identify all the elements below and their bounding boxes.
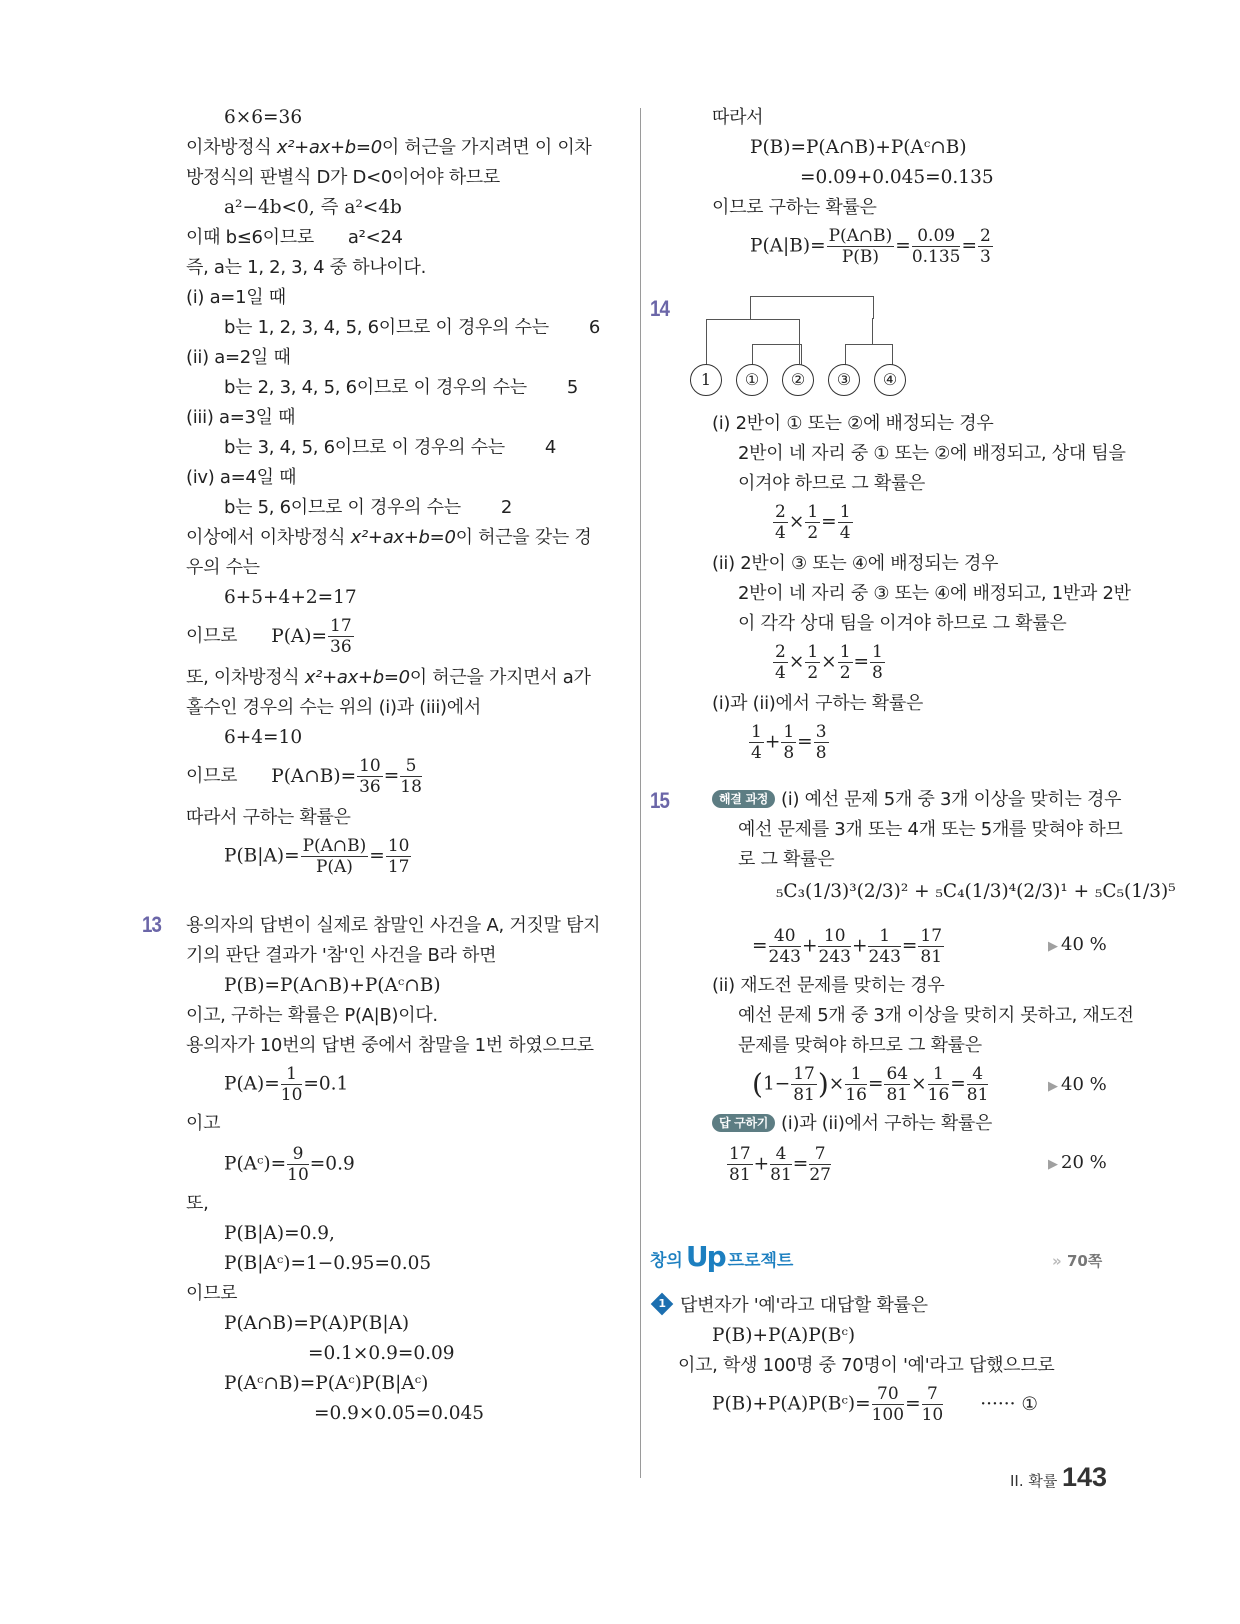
node-slot-1: ① <box>736 364 768 396</box>
bracket-top <box>750 296 874 319</box>
case-label: (i) a=1일 때 <box>186 287 286 308</box>
text-line: 이고 <box>186 1113 221 1134</box>
text-line: 이차방정식 x²+ax+b=0이 허근을 가지려면 이 이차 <box>186 137 592 158</box>
bracket-pair-34 <box>845 344 893 365</box>
binomial-expression: ₅C₃(1/3)³(2/3)² + ₅C₄(1/3)⁴(2/3)¹ + ₅C₅(1/3)⁵ <box>776 881 1176 902</box>
numbered-diamond-icon: 1 <box>651 1293 674 1316</box>
project-item: 1 답변자가 '예'라고 대답할 확률은 <box>654 1294 928 1318</box>
node-slot-3: ③ <box>828 364 860 396</box>
case-desc: b는 5, 6이므로 이 경우의 수는 2 <box>224 497 512 518</box>
solution-process-badge: 해결 과정 <box>712 790 775 808</box>
equation-pab: 이므로 P(A∩B)= $\frac{10}{36}$ = $\frac{5}{18}$ <box>186 756 422 797</box>
equation: P(B)+P(A)P(Bᶜ)= $\frac{70}{100}$ = $\frac{7}{10}$ ······ ① <box>712 1384 1038 1425</box>
text-line: 이상에서 이차방정식 x²+ax+b=0이 허근을 갖는 경 <box>186 527 592 548</box>
case-label: (i) 2반이 ① 또는 ②에 배정되는 경우 <box>712 413 994 434</box>
column-divider <box>640 108 641 1478</box>
equation: =0.9×0.05=0.045 <box>314 1403 485 1424</box>
text-line: 따라서 <box>712 107 764 128</box>
text-line: 이므로 구하는 확률은 <box>712 197 877 218</box>
score-label: ▶ 40 % <box>1048 1074 1107 1095</box>
equation: P(B)+P(A)P(Bᶜ) <box>712 1325 856 1346</box>
text-line: 예선 문제를 3개 또는 4개 또는 5개를 맞혀야 하므 <box>738 819 1123 840</box>
text-line: 문제를 맞혀야 하므로 그 확률은 <box>738 1035 982 1056</box>
triangle-icon: ▶ <box>1048 1157 1058 1172</box>
equation: (1− $\frac{17}{81}$ )× $\frac{1}{16}$ = $\frac{64}{81}$ × $\frac{1}{16}$ = $\frac{4}{81}$ <box>752 1064 989 1105</box>
case-desc: b는 3, 4, 5, 6이므로 이 경우의 수는 4 <box>224 437 556 458</box>
problem-number: 15 <box>650 788 670 813</box>
equation: P(B)=P(A∩B)+P(Aᶜ∩B) <box>224 975 441 996</box>
case-label: (ii) 재도전 문제를 맞히는 경우 <box>712 975 945 996</box>
text-line: (i)과 (ii)에서 구하는 확률은 <box>712 693 924 714</box>
equation: $\frac{2}{4}$ × $\frac{1}{2}$ × $\frac{1}{2}$ = $\frac{1}{8}$ <box>775 642 883 683</box>
double-chevron-icon: » <box>1052 1252 1062 1270</box>
score-label: ▶ 40 % <box>1048 934 1107 955</box>
equation: P(Aᶜ)= $\frac{9}{10}$ =0.9 <box>224 1144 355 1185</box>
bracket-connector <box>872 318 873 344</box>
equation-answer: P(A|B)= $\frac{P(A\cap B)}{P(B)}$ = $\frac{0.09}{0.135}$ = $\frac{2}{3}$ <box>750 226 991 267</box>
text-line: 이겨야 하므로 그 확률은 <box>738 473 926 494</box>
text-line: 또, <box>186 1193 209 1214</box>
equation: P(A∩B)=P(A)P(B|A) <box>224 1313 410 1334</box>
text-line: 이고, 학생 100명 중 70명이 '예'라고 답했으므로 <box>678 1355 1055 1376</box>
tournament-bracket-diagram <box>700 296 932 406</box>
equation: $\frac{1}{4}$ + $\frac{1}{8}$ = $\frac{3}{8}$ <box>751 722 827 763</box>
equation: 6+4=10 <box>224 727 303 748</box>
case-label: (ii) 2반이 ③ 또는 ④에 배정되는 경우 <box>712 553 999 574</box>
triangle-icon: ▶ <box>1048 939 1058 954</box>
case-label: (iii) a=3일 때 <box>186 407 296 428</box>
triangle-icon: ▶ <box>1048 1079 1058 1094</box>
case-desc: b는 1, 2, 3, 4, 5, 6이므로 이 경우의 수는 6 <box>224 317 600 338</box>
text-line: 이때 b≤6이므로 a²<24 <box>186 227 403 248</box>
text-line: 방정식의 판별식 D가 D<0이어야 하므로 <box>186 167 500 188</box>
text-line: 또, 이차방정식 x²+ax+b=0이 허근을 가지면서 a가 <box>186 667 591 688</box>
case-label: (ii) a=2일 때 <box>186 347 291 368</box>
page-reference: » 70쪽 <box>1052 1252 1103 1270</box>
equation: P(B)=P(A∩B)+P(Aᶜ∩B) <box>750 137 967 158</box>
case-desc: b는 2, 3, 4, 5, 6이므로 이 경우의 수는 5 <box>224 377 578 398</box>
text-line: 이고, 구하는 확률은 P(A|B)이다. <box>186 1005 438 1026</box>
creative-up-project-logo: 창의 Up 프로젝트 <box>650 1240 794 1273</box>
equation: P(A)= $\frac{1}{10}$ =0.1 <box>224 1064 349 1105</box>
node-class-1: 1 <box>690 364 722 396</box>
equation-pa: 이므로 P(A)= $\frac{17}{36}$ <box>186 616 352 657</box>
text-line: 2반이 네 자리 중 ① 또는 ②에 배정되고, 상대 팀을 <box>738 443 1126 464</box>
bracket-pair-12 <box>752 344 802 365</box>
equation: 6×6=36 <box>224 107 303 128</box>
problem-number: 13 <box>142 912 162 937</box>
equation: $\frac{17}{81}$ + $\frac{4}{81}$ = $\frac{7}{27}$ <box>729 1144 831 1185</box>
text-line: 이므로 <box>186 1283 238 1304</box>
equation: =0.09+0.045=0.135 <box>800 167 994 188</box>
case-label: (iv) a=4일 때 <box>186 467 297 488</box>
equation: $\frac{2}{4}$ × $\frac{1}{2}$ = $\frac{1}{4}$ <box>775 502 851 543</box>
equation: P(Aᶜ∩B)=P(Aᶜ)P(B|Aᶜ) <box>224 1373 429 1394</box>
node-slot-2: ② <box>782 364 814 396</box>
node-slot-4: ④ <box>874 364 906 396</box>
equation: =0.1×0.9=0.09 <box>308 1343 455 1364</box>
text-line: 기의 판단 결과가 '참'인 사건을 B라 하면 <box>186 945 497 966</box>
text-line: 이 각각 상대 팀을 이겨야 하므로 그 확률은 <box>738 613 1067 634</box>
equation-answer: P(B|A)= $\frac{P(A\cap B)}{P(A)}$ = $\frac{10}{17}$ <box>224 836 410 877</box>
equation: P(B|Aᶜ)=1−0.95=0.05 <box>224 1253 432 1274</box>
case-label: 해결 과정 (i) 예선 문제 5개 중 3개 이상을 맞히는 경우 <box>712 788 1121 812</box>
problem-number: 14 <box>650 296 670 321</box>
text-line: 2반이 네 자리 중 ③ 또는 ④에 배정되고, 1반과 2반 <box>738 583 1131 604</box>
equation: = $\frac{40}{243}$ + $\frac{10}{243}$ + $\frac{1}{243}$ = $\frac{17}{81}$ <box>752 926 943 967</box>
find-answer-badge: 답 구하기 <box>712 1114 775 1132</box>
equation: P(B|A)=0.9, <box>224 1223 335 1244</box>
text-line: 예선 문제 5개 중 3개 이상을 맞히지 못하고, 재도전 <box>738 1005 1134 1026</box>
text-line: 용의자의 답변이 실제로 참말인 사건을 A, 거짓말 탐지 <box>186 915 601 936</box>
text-line: 홀수인 경우의 수는 위의 (i)과 (iii)에서 <box>186 697 481 718</box>
page-number: 143 <box>1062 1462 1108 1492</box>
text-line: 따라서 구하는 확률은 <box>186 807 351 828</box>
case-label: 답 구하기 (i)과 (ii)에서 구하는 확률은 <box>712 1112 992 1136</box>
text-line: 로 그 확률은 <box>738 849 835 870</box>
text-line: 우의 수는 <box>186 557 260 578</box>
equation: a²−4b<0, 즉 a²<4b <box>224 197 402 218</box>
text-line: 즉, a는 1, 2, 3, 4 중 하나이다. <box>186 257 427 278</box>
text-line: 용의자가 10번의 답변 중에서 참말을 1번 하였으므로 <box>186 1035 594 1056</box>
score-label: ▶ 20 % <box>1048 1152 1107 1173</box>
equation: 6+5+4+2=17 <box>224 587 357 608</box>
section-label: II. 확률 <box>1010 1472 1058 1490</box>
